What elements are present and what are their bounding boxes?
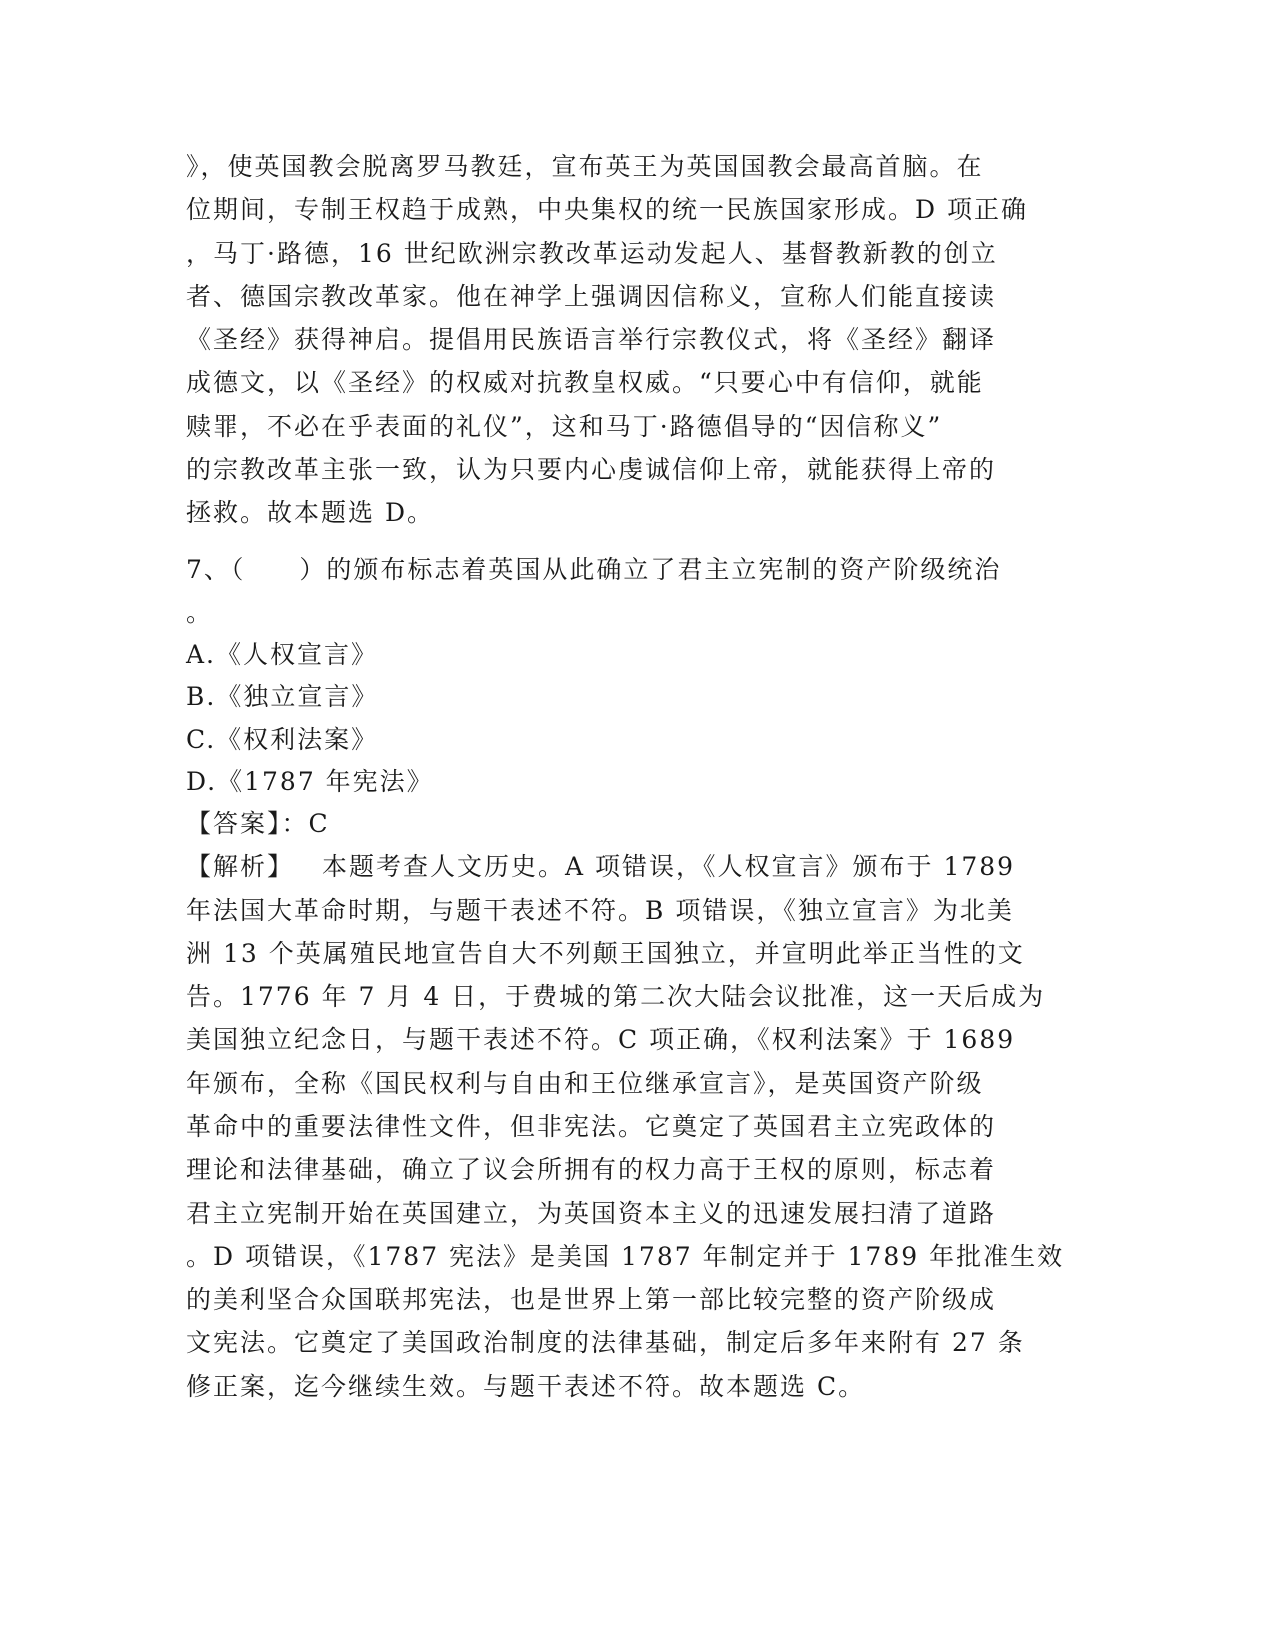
analysis-line: 文宪法。它奠定了美国政治制度的法律基础，制定后多年来附有 27 条 — [186, 1328, 1025, 1358]
analysis-line: 年颁布，全称《国民权利与自由和王位继承宣言》，是英国资产阶级 — [186, 1068, 984, 1098]
question-stem — [186, 548, 1086, 635]
answer-block — [186, 803, 1086, 845]
text-line: 成德文，以《圣经》的权威对抗教皇权威。“只要心中有信仰，就能 — [186, 368, 984, 398]
analysis-line: 洲 13 个英属殖民地宣告自大不列颠王国独立，并宣明此举正当性的文 — [186, 938, 1025, 968]
text-line: 位期间，专制王权趋于成熟，中央集权的统一民族国家形成。D 项正确 — [186, 195, 1028, 225]
analysis-line: 的美利坚合众国联邦宪法，也是世界上第一部比较完整的资产阶级成 — [186, 1285, 997, 1315]
analysis-line: 年法国大革命时期，与题干表述不符。B 项错误，《独立宣言》为北美 — [186, 895, 1014, 925]
document-page — [186, 145, 1086, 1408]
text-line: 的宗教改革主张一致，认为只要内心虔诚信仰上帝，就能获得上帝的 — [186, 455, 997, 485]
question-text-line: 7、（ ）的颁布标志着英国从此确立了君主立宪制的资产阶级统治 — [186, 554, 1002, 584]
analysis-line: 君主立宪制开始在英国建立，为英国资本主义的迅速发展扫清了道路 — [186, 1198, 997, 1228]
analysis-line — [186, 845, 1086, 888]
analysis-line: 告。1776 年 7 月 4 日，于费城的第二次大陆会议批准，这一天后成为 — [186, 982, 1046, 1012]
analysis-line: 修正案，迄今继续生效。与题干表述不符。故本题选 C。 — [186, 1371, 866, 1401]
answer-label: 【答案】：C — [186, 809, 330, 839]
question-text-line: 。 — [186, 597, 214, 627]
text-line: 赎罪，不必在乎表面的礼仪”，这和马丁·路德倡导的“因信称义” — [186, 411, 943, 441]
analysis-text: 本题考查人文历史。A 项错误，《人权宣言》颁布于 1789 — [322, 852, 1016, 882]
option-a: A.《人权宣言》 — [186, 640, 379, 670]
answer-options — [186, 634, 1086, 803]
text-line: ，马丁·路德，16 世纪欧洲宗教改革运动发起人、基督教新教的创立 — [186, 238, 998, 268]
analysis-line: 美国独立纪念日，与题干表述不符。C 项正确，《权利法案》于 1689 — [186, 1025, 1016, 1055]
analysis-line: 革命中的重要法律性文件，但非宪法。它奠定了英国君主立宪政体的 — [186, 1111, 997, 1141]
option-b: B.《独立宣言》 — [186, 682, 379, 712]
analysis-block — [186, 845, 1086, 1408]
analysis-line: 。D 项错误，《1787 宪法》是美国 1787 年制定并于 1789 年批准生效 — [186, 1241, 1065, 1271]
text-line: 《圣经》获得神启。提倡用民族语言举行宗教仪式，将《圣经》翻译 — [186, 325, 997, 355]
previous-explanation — [186, 145, 1086, 535]
option-c: C.《权利法案》 — [186, 724, 379, 754]
analysis-line: 理论和法律基础，确立了议会所拥有的权力高于王权的原则，标志着 — [186, 1155, 997, 1185]
analysis-tag: 【解析】 — [186, 852, 295, 882]
option-d: D.《1787 年宪法》 — [186, 766, 434, 796]
text-line: 》，使英国教会脱离罗马教廷，宣布英王为英国国教会最高首脑。在 — [186, 152, 984, 181]
text-line: 者、德国宗教改革家。他在神学上强调因信称义，宣称人们能直接读 — [186, 281, 997, 311]
text-line: 拯救。故本题选 D。 — [186, 498, 434, 528]
